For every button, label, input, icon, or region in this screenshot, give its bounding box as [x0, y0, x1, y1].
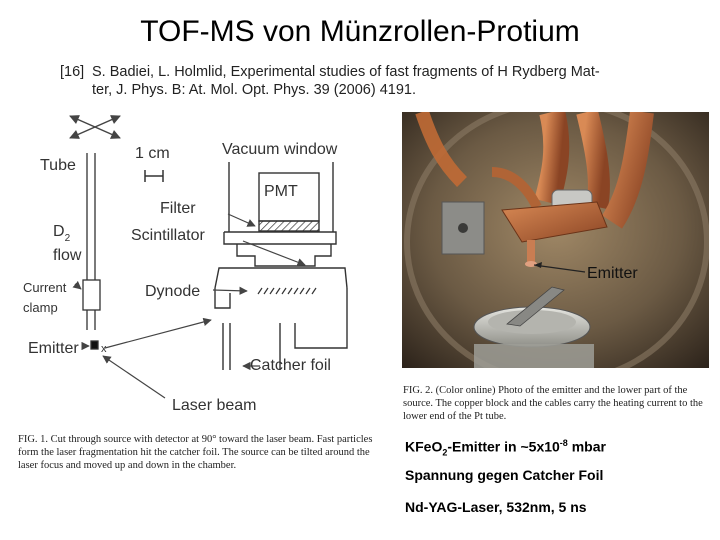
emitter-tip — [527, 240, 535, 262]
label-x-mark: x — [101, 343, 107, 355]
label-vacuum-window: Vacuum window — [222, 141, 338, 158]
source-schematic-diagram — [15, 108, 385, 428]
dynode — [258, 288, 316, 294]
page-title: TOF-MS von Münzrollen-Protium — [140, 15, 580, 48]
label-pmt: PMT — [264, 183, 298, 200]
label-dynode: Dynode — [145, 283, 201, 300]
info-1-b: -Emitter in ~5x10 — [447, 438, 560, 455]
label-filter: Filter — [160, 200, 196, 217]
info-1-sub: 2 — [442, 447, 448, 458]
fig1-caption: FIG. 1. Cut through source with detector at 90° toward the laser beam. Fast particles form the laser fragmentation hit the catcher foil. The source can be tilted around the laser focus and moved up and down in the chamber. — [18, 434, 373, 471]
label-scale: 1 cm — [135, 145, 170, 162]
tilt-arrows-icon — [70, 116, 120, 138]
label-scintillator: Scintillator — [131, 227, 205, 244]
label-clamp: clamp — [23, 300, 58, 315]
info-1-c: mbar — [567, 438, 606, 455]
label-d2 — [53, 223, 71, 244]
label-catcher-foil: Catcher foil — [250, 357, 331, 374]
reference-citation — [60, 63, 640, 99]
label-d2-main: D — [53, 223, 65, 240]
label-flow: flow — [53, 247, 82, 264]
tube — [83, 153, 100, 349]
label-emitter: Emitter — [28, 340, 79, 357]
photo-emitter-label: Emitter — [587, 265, 638, 282]
info-laser: Nd-YAG-Laser, 532nm, 5 ns — [405, 499, 587, 515]
emitter-photo — [402, 112, 709, 368]
reference-text-1: S. Badiei, L. Holmlid, Experimental studies of fast fragments of H Rydberg Mat- — [92, 64, 600, 80]
label-tube: Tube — [40, 157, 76, 174]
reference-line-2: ter, J. Phys. B: At. Mol. Opt. Phys. 39 (2006) 4191. — [92, 82, 416, 98]
info-1-sup: -8 — [559, 438, 568, 448]
scale-bar — [145, 170, 163, 182]
fig2-caption: FIG. 2. (Color online) Photo of the emitter and the lower part of the source. The copper block and the cables carry the heating current to the lower end of the Pt tube. — [403, 385, 703, 422]
info-voltage: Spannung gegen Catcher Foil — [405, 467, 604, 483]
label-d2-subscript: 2 — [64, 233, 71, 244]
info-1-a: KFeO — [405, 438, 443, 455]
reference-number: [16] — [60, 64, 85, 80]
info-emitter-pressure — [405, 434, 606, 461]
copper-cables — [547, 112, 556, 202]
reference-line-1 — [60, 63, 640, 81]
label-laser-beam: Laser beam — [172, 397, 257, 414]
label-current: Current — [23, 280, 67, 295]
